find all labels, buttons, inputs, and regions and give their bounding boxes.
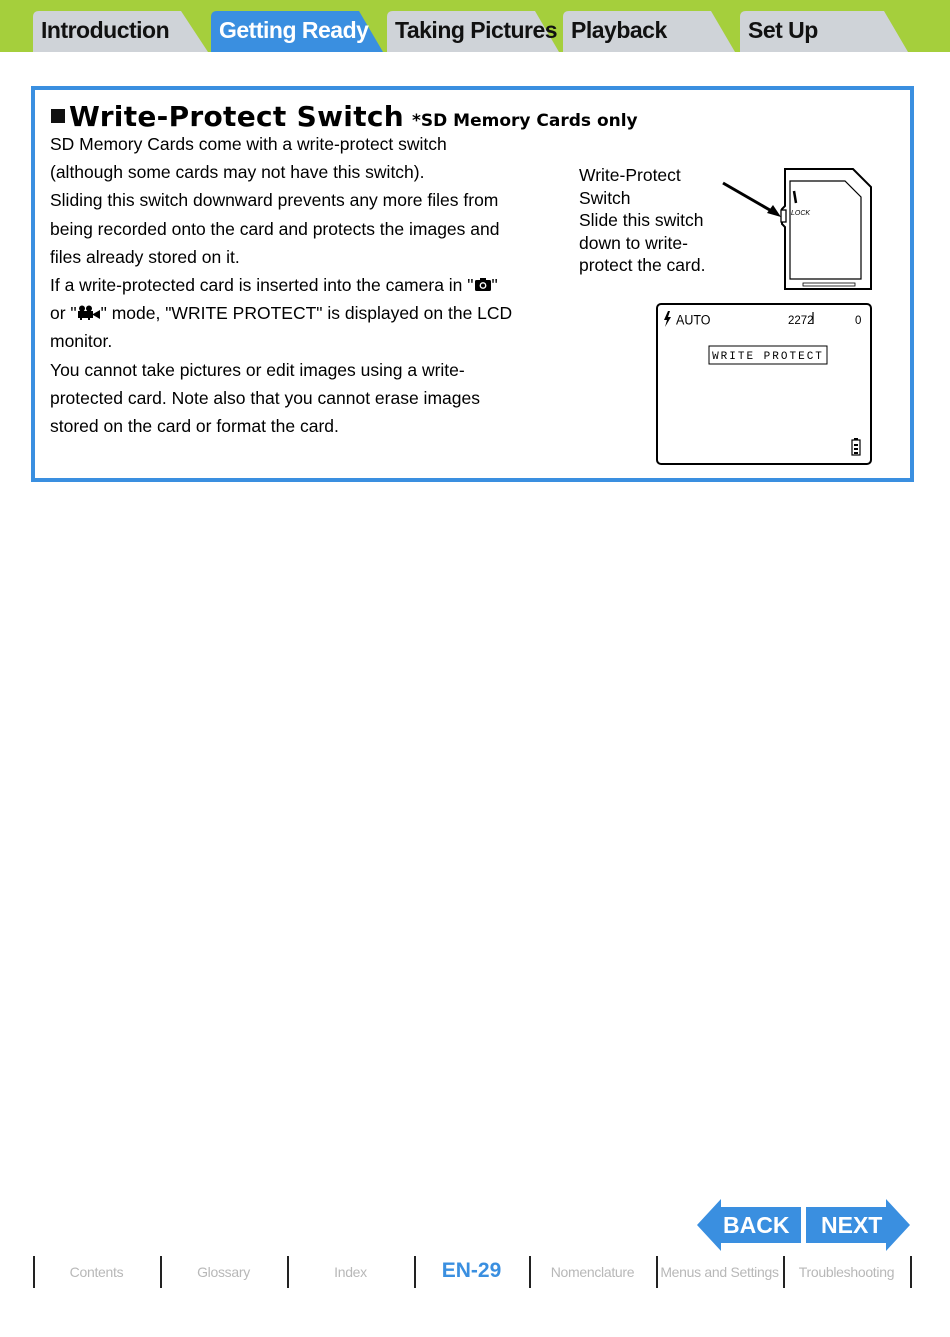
camera-icon	[474, 277, 492, 292]
body-line: You cannot take pictures or edit images using a write-	[50, 359, 465, 380]
back-button[interactable]	[697, 1199, 801, 1251]
nav-link-nomenclature[interactable]: Nomenclature	[550, 1264, 635, 1280]
lcd-counter: 0	[855, 315, 862, 327]
page-number: EN-29	[441, 1259, 502, 1282]
pointer-arrowhead	[767, 205, 781, 217]
tab-playback[interactable]	[563, 11, 735, 52]
bottom-navigation	[33, 1256, 913, 1288]
body-line: files already stored on it.	[50, 246, 240, 267]
tab-label: Taking Pictures	[395, 17, 558, 43]
top-tab-bar	[0, 0, 950, 52]
caption-line: Switch	[579, 187, 631, 208]
lcd-shots-remaining: 2272	[788, 315, 814, 327]
body-line	[50, 271, 530, 299]
tab-introduction[interactable]	[33, 11, 208, 52]
nav-separator	[910, 1256, 912, 1288]
next-button[interactable]	[806, 1199, 910, 1251]
battery-level	[854, 448, 858, 450]
movie-camera-icon	[77, 305, 101, 320]
body-line: stored on the card or format the card.	[50, 416, 339, 437]
tab-getting-ready[interactable]	[211, 11, 383, 52]
write-protect-section	[31, 86, 914, 482]
section-body	[50, 130, 530, 440]
pointer-arrow-line	[723, 183, 775, 213]
section-note: *SD Memory Cards only	[412, 111, 638, 131]
nav-link-index[interactable]: Index	[334, 1264, 367, 1280]
lcd-frame	[657, 304, 871, 464]
section-title: Write-Protect Switch	[69, 100, 405, 133]
tab-taking-pictures[interactable]	[387, 11, 559, 52]
write-protect-switch	[781, 210, 786, 222]
lock-label: LOCK	[791, 210, 811, 217]
tab-label: Playback	[571, 17, 667, 43]
mode-text: "	[491, 275, 498, 296]
caption-line: Write-Protect	[579, 165, 681, 185]
next-label: NEXT	[821, 1212, 883, 1238]
body-line: monitor.	[50, 331, 113, 352]
caption-line: protect the card.	[579, 255, 706, 275]
sd-card-illustration	[715, 165, 875, 295]
tab-label: Set Up	[748, 17, 818, 43]
caption-line: down to write-	[579, 232, 688, 253]
tab-label: Getting Ready	[219, 17, 369, 43]
mode-text: If a write-protected card is inserted into the camera in "	[50, 275, 474, 296]
nav-link-troubleshooting[interactable]: Troubleshooting	[798, 1264, 895, 1280]
body-line: Sliding this switch downward prevents any more files from	[50, 190, 499, 211]
body-line: being recorded onto the card and protects the images and	[50, 218, 500, 239]
lcd-monitor-illustration	[655, 302, 873, 466]
nav-link-glossary[interactable]: Glossary	[197, 1264, 250, 1280]
nav-link-menus-and-settings[interactable]: Menus and Settings	[660, 1264, 779, 1280]
battery-level	[854, 452, 858, 454]
body-line: protected card. Note also that you cannot erase images	[50, 387, 480, 408]
battery-tip	[854, 438, 858, 440]
lcd-message: WRITE PROTECT	[712, 351, 824, 363]
caption-line: Slide this switch	[579, 210, 704, 230]
nav-link-contents[interactable]: Contents	[69, 1264, 124, 1280]
battery-level	[854, 444, 858, 446]
bullet-square-icon	[51, 109, 65, 123]
tab-set-up[interactable]	[740, 11, 908, 52]
body-line: SD Memory Cards come with a write-protect switch	[50, 134, 447, 154]
sd-card-body	[782, 169, 871, 289]
mode-text: " mode, "WRITE PROTECT" is displayed on the LCD	[100, 303, 513, 324]
body-line: (although some cards may not have this switch).	[50, 162, 425, 183]
tab-label: Introduction	[41, 17, 170, 43]
body-line	[50, 299, 530, 327]
mode-text: or "	[50, 303, 77, 324]
back-label: BACK	[723, 1212, 790, 1238]
lcd-flash-mode: AUTO	[676, 312, 711, 328]
section-heading	[51, 100, 638, 133]
